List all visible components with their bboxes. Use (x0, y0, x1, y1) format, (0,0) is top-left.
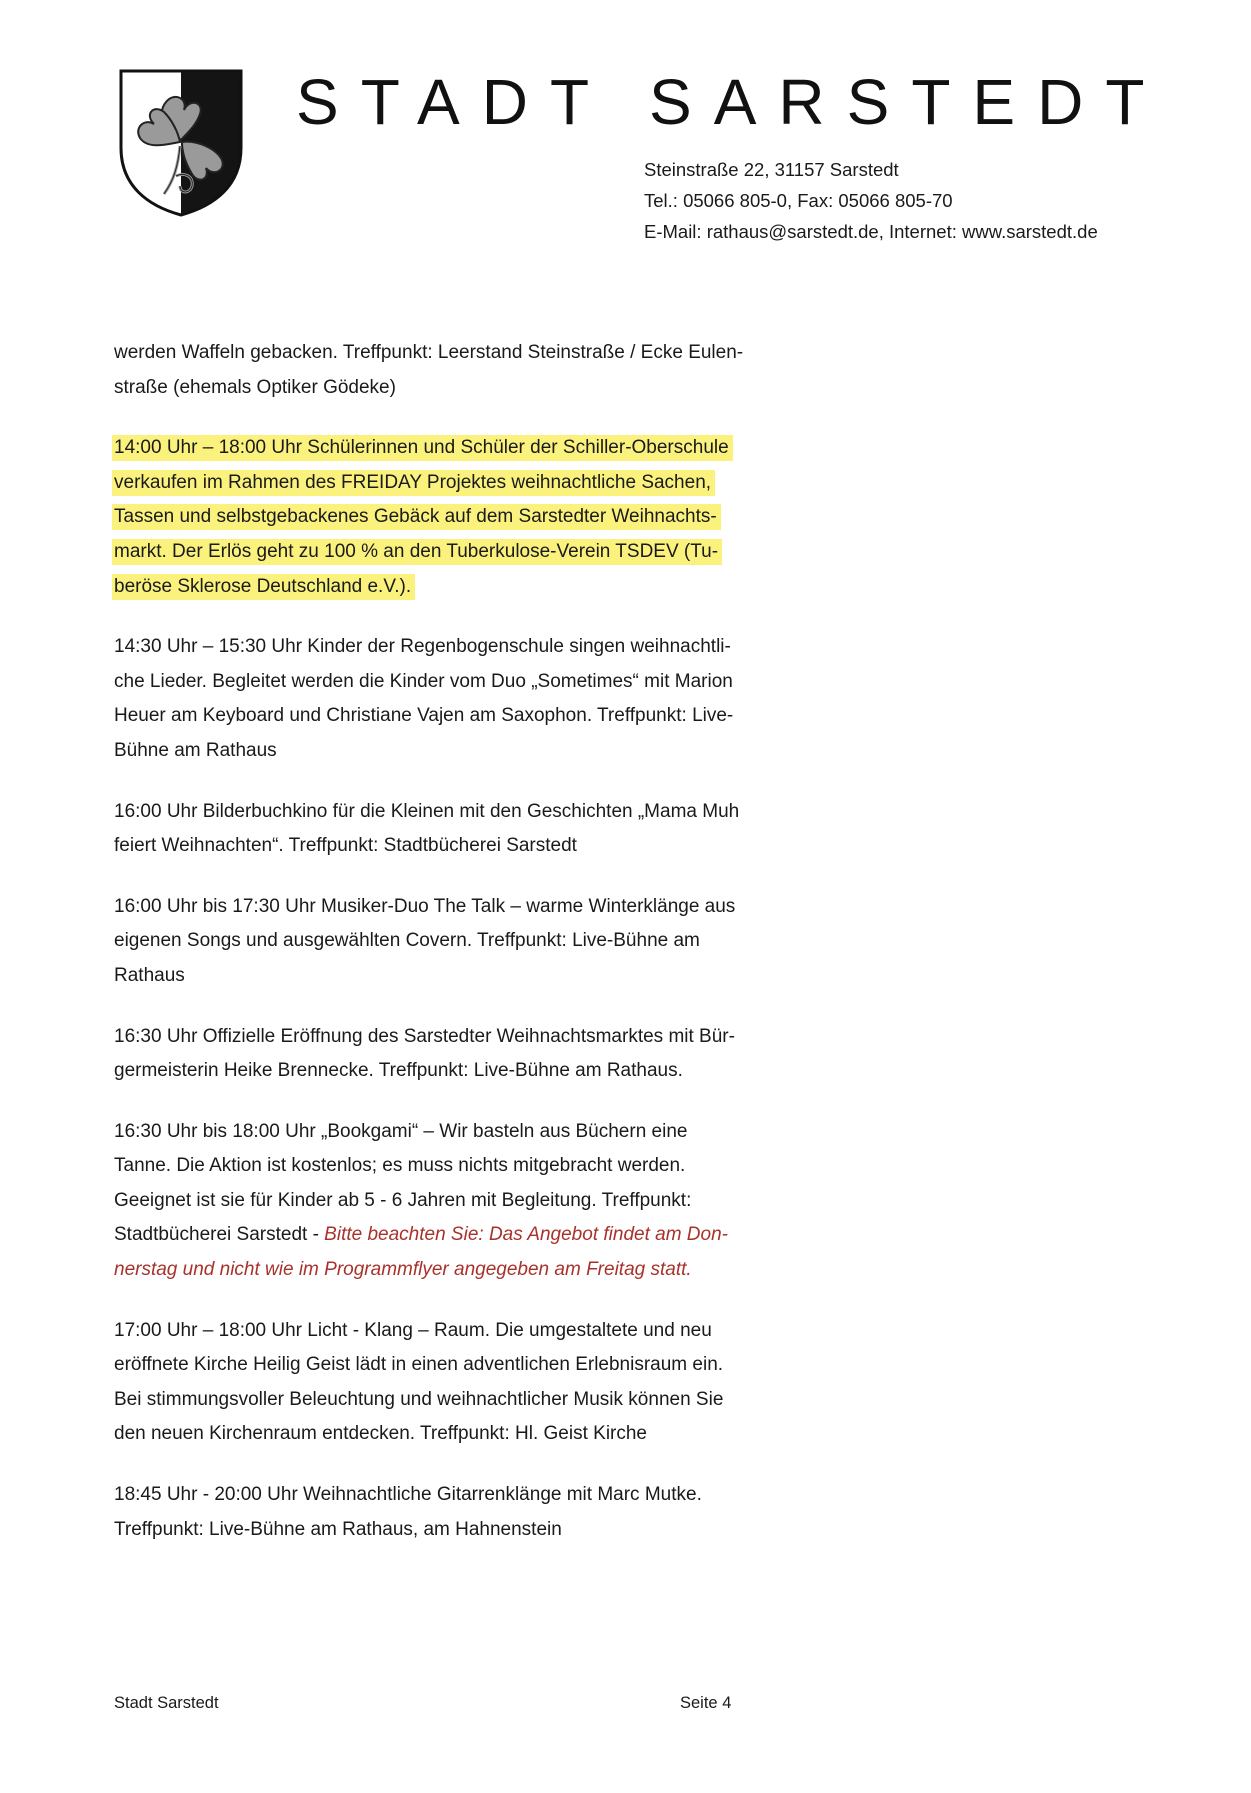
notice-text: nerstag und nicht wie im Programmflyer angegeben am Freitag statt. (114, 1259, 692, 1281)
paragraph (114, 1115, 794, 1288)
paragraph (114, 336, 794, 405)
address-street: Steinstraße 22, 31157 Sarstedt (644, 159, 899, 180)
text-line: germeisterin Heike Brennecke. Treffpunkt: Live-Bühne am Rathaus. (114, 1060, 683, 1082)
highlighted-paragraph (114, 431, 794, 604)
text-line: 14:30 Uhr – 15:30 Uhr Kinder der Regenbogenschule singen weihnachtli- (114, 636, 731, 658)
paragraph (114, 630, 794, 768)
highlighted-text-line: beröse Sklerose Deutschland e.V.). (112, 574, 415, 600)
text-line: 18:45 Uhr - 20:00 Uhr Weihnachtliche Gitarrenklänge mit Marc Mutke. (114, 1484, 702, 1506)
sarstedt-coat-of-arms-logo (118, 68, 244, 218)
paragraph (114, 1478, 794, 1547)
text-line: 16:00 Uhr Bilderbuchkino für die Kleinen mit den Geschichten „Mama Muh (114, 800, 740, 822)
text-line: Rathaus (114, 964, 185, 986)
text-line: 17:00 Uhr – 18:00 Uhr Licht - Klang – Raum. Die umgestaltete und neu (114, 1319, 712, 1341)
text-line: Geeignet ist sie für Kinder ab 5 - 6 Jahren mit Begleitung. Treffpunkt: (114, 1189, 692, 1211)
text-line: 16:00 Uhr bis 17:30 Uhr Musiker-Duo The Talk – warme Winterklänge aus (114, 895, 736, 917)
footer-city-name: Stadt Sarstedt (114, 1694, 219, 1712)
highlighted-text-line: verkaufen im Rahmen des FREIDAY Projektes weihnachtliche Sachen, (112, 470, 715, 496)
footer-page-number: Seite 4 (680, 1694, 732, 1712)
text-line: Treffpunkt: Live-Bühne am Rathaus, am Hahnenstein (114, 1518, 562, 1540)
text-line: 16:30 Uhr bis 18:00 Uhr „Bookgami“ – Wir basteln aus Büchern eine (114, 1120, 688, 1142)
text-line: Tanne. Die Aktion ist kostenlos; es muss nichts mitgebracht werden. (114, 1155, 686, 1177)
address-email-web: E-Mail: rathaus@sarstedt.de, Internet: www.sarstedt.de (644, 221, 1098, 242)
paragraph (114, 890, 794, 994)
highlighted-text-line: Tassen und selbstgebackenes Gebäck auf dem Sarstedter Weihnachts- (112, 504, 721, 530)
text-line: che Lieder. Begleitet werden die Kinder vom Duo „Sometimes“ mit Marion (114, 670, 733, 692)
text-line: werden Waffeln gebacken. Treffpunkt: Leerstand Steinstraße / Ecke Eulen- (114, 342, 744, 363)
text-line: eröffnete Kirche Heilig Geist lädt in einen adventlichen Erlebnisraum ein. (114, 1354, 724, 1376)
text-line: Bei stimmungsvoller Beleuchtung und weihnachtlicher Musik können Sie (114, 1388, 724, 1410)
document-body (114, 336, 794, 1573)
paragraph (114, 795, 794, 864)
text-line-mixed (114, 1218, 794, 1253)
text-line: den neuen Kirchenraum entdecken. Treffpunkt: Hl. Geist Kirche (114, 1423, 648, 1445)
notice-text: Bitte beachten Sie: Das Angebot findet am Don- (324, 1224, 728, 1246)
paragraph (114, 1020, 794, 1089)
text-line: 16:30 Uhr Offizielle Eröffnung des Sarstedter Weihnachtsmarktes mit Bür- (114, 1025, 735, 1047)
title-word-sarstedt: SARSTEDT (649, 66, 1167, 138)
text-line: straße (ehemals Optiker Gödeke) (114, 376, 396, 398)
text-line: feiert Weihnachten“. Treffpunkt: Stadtbücherei Sarstedt (114, 835, 577, 857)
text-line: eigenen Songs und ausgewählten Covern. Treffpunkt: Live-Bühne am (114, 930, 700, 952)
address-block (644, 154, 1098, 247)
city-title (296, 62, 1166, 142)
address-phone-fax: Tel.: 05066 805-0, Fax: 05066 805-70 (644, 190, 953, 211)
highlighted-text-line: 14:00 Uhr – 18:00 Uhr Schülerinnen und Schüler der Schiller-Oberschule (112, 435, 733, 461)
title-word-stadt: STADT (296, 66, 612, 138)
text-line: Bühne am Rathaus (114, 739, 277, 761)
text-segment: Stadtbücherei Sarstedt - (114, 1224, 325, 1246)
paragraph (114, 1314, 794, 1452)
highlighted-text-line: markt. Der Erlös geht zu 100 % an den Tuberkulose-Verein TSDEV (Tu- (112, 539, 722, 565)
text-line: Heuer am Keyboard und Christiane Vajen am Saxophon. Treffpunkt: Live- (114, 705, 734, 727)
